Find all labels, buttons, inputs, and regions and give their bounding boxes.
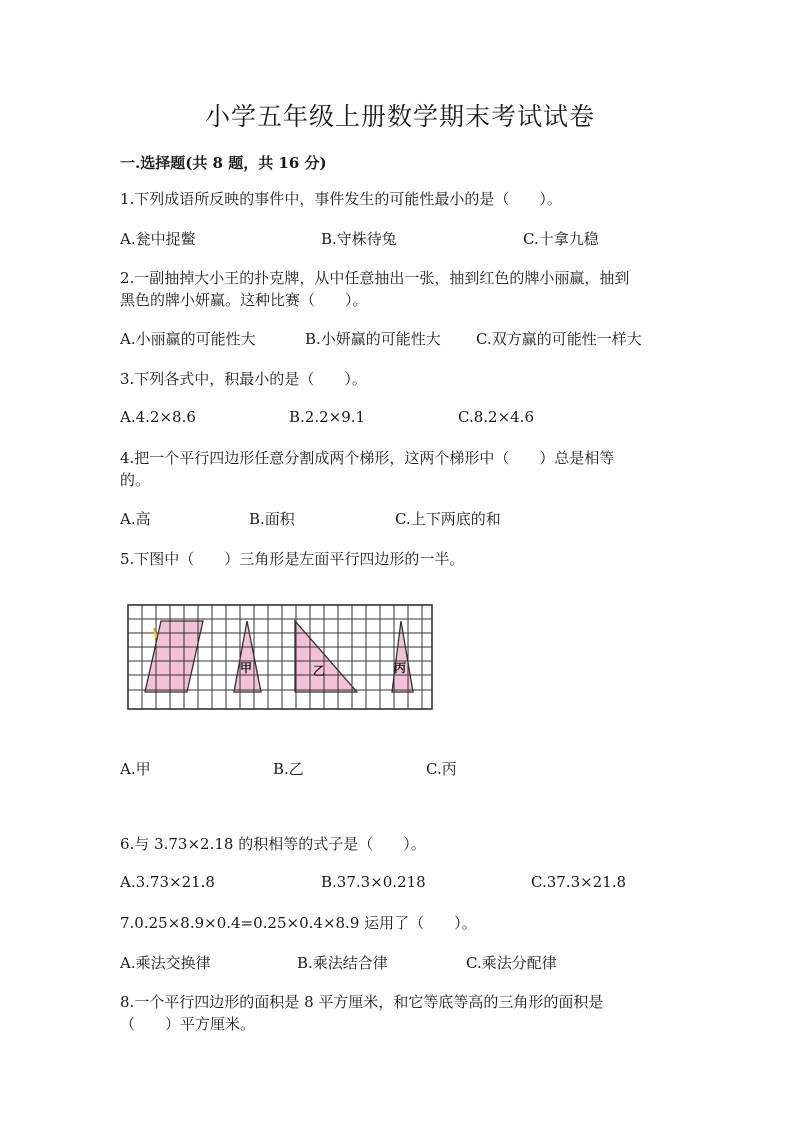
grid-figure <box>127 604 435 714</box>
question-6-option-a[interactable]: A.3.73×21.8 <box>120 873 215 891</box>
question-7-option-a[interactable]: A.乘法交换律 <box>120 954 211 972</box>
question-1-text: 1.下列成语所反映的事件中，事件发生的可能性最小的是（ ）。 <box>120 190 562 208</box>
label-yi: 乙 <box>313 664 326 678</box>
question-8-text-line-2: （ ）平方厘米。 <box>120 1015 256 1033</box>
question-5-option-b[interactable]: B.乙 <box>273 760 304 778</box>
question-4-option-c[interactable]: C.上下两底的和 <box>395 510 501 528</box>
question-2-option-b[interactable]: B.小妍赢的可能性大 <box>305 330 441 348</box>
page-title: 小学五年级上册数学期末考试试卷 <box>204 102 595 131</box>
question-6-option-c[interactable]: C.37.3×21.8 <box>531 873 627 891</box>
question-4-text-line-2: 的。 <box>120 471 151 489</box>
question-2-text-line-2: 黑色的牌小妍赢。这种比赛（ ）。 <box>120 291 368 309</box>
question-3-option-c[interactable]: C.8.2×4.6 <box>458 408 534 426</box>
section-heading: 一.选择题(共 8 题，共 16 分) <box>120 154 327 172</box>
question-5-text: 5.下图中（ ）三角形是左面平行四边形的一半。 <box>120 550 465 568</box>
question-3-text: 3.下列各式中，积最小的是（ ）。 <box>120 370 367 388</box>
question-2-option-c[interactable]: C.双方赢的可能性一样大 <box>476 330 642 348</box>
question-4-text-line-1: 4.把一个平行四边形任意分割成两个梯形，这两个梯形中（ ）总是相等 <box>120 449 615 467</box>
question-7-option-c[interactable]: C.乘法分配律 <box>466 954 557 972</box>
question-2-text-line-1: 2.一副抽掉大小王的扑克牌，从中任意抽出一张，抽到红色的牌小丽赢，抽到 <box>120 269 630 287</box>
question-8-text-line-1: 8.一个平行四边形的面积是 8 平方厘米，和它等底等高的三角形的面积是 <box>120 993 604 1011</box>
question-3-option-a[interactable]: A.4.2×8.6 <box>120 408 196 426</box>
question-4-option-b[interactable]: B.面积 <box>249 510 295 528</box>
question-1-option-a[interactable]: A.瓮中捉鳖 <box>120 230 196 248</box>
label-jia: 甲 <box>240 661 253 675</box>
question-3-option-b[interactable]: B.2.2×9.1 <box>289 408 366 426</box>
question-4-option-a[interactable]: A.高 <box>120 510 151 528</box>
question-7-text: 7.0.25×8.9×0.4=0.25×0.4×8.9 运用了（ ）。 <box>120 914 477 932</box>
question-6-text: 6.与 3.73×2.18 的积相等的式子是（ ）。 <box>120 835 426 853</box>
question-1-option-b[interactable]: B.守株待兔 <box>321 230 397 248</box>
question-5-option-a[interactable]: A.甲 <box>120 760 151 778</box>
label-bing: 丙 <box>394 661 407 675</box>
question-2-option-a[interactable]: A.小丽赢的可能性大 <box>120 330 256 348</box>
question-5-option-c[interactable]: C.丙 <box>426 760 457 778</box>
question-7-option-b[interactable]: B.乘法结合律 <box>297 954 388 972</box>
question-1-option-c[interactable]: C.十拿九稳 <box>523 230 599 248</box>
question-6-option-b[interactable]: B.37.3×0.218 <box>321 873 426 891</box>
